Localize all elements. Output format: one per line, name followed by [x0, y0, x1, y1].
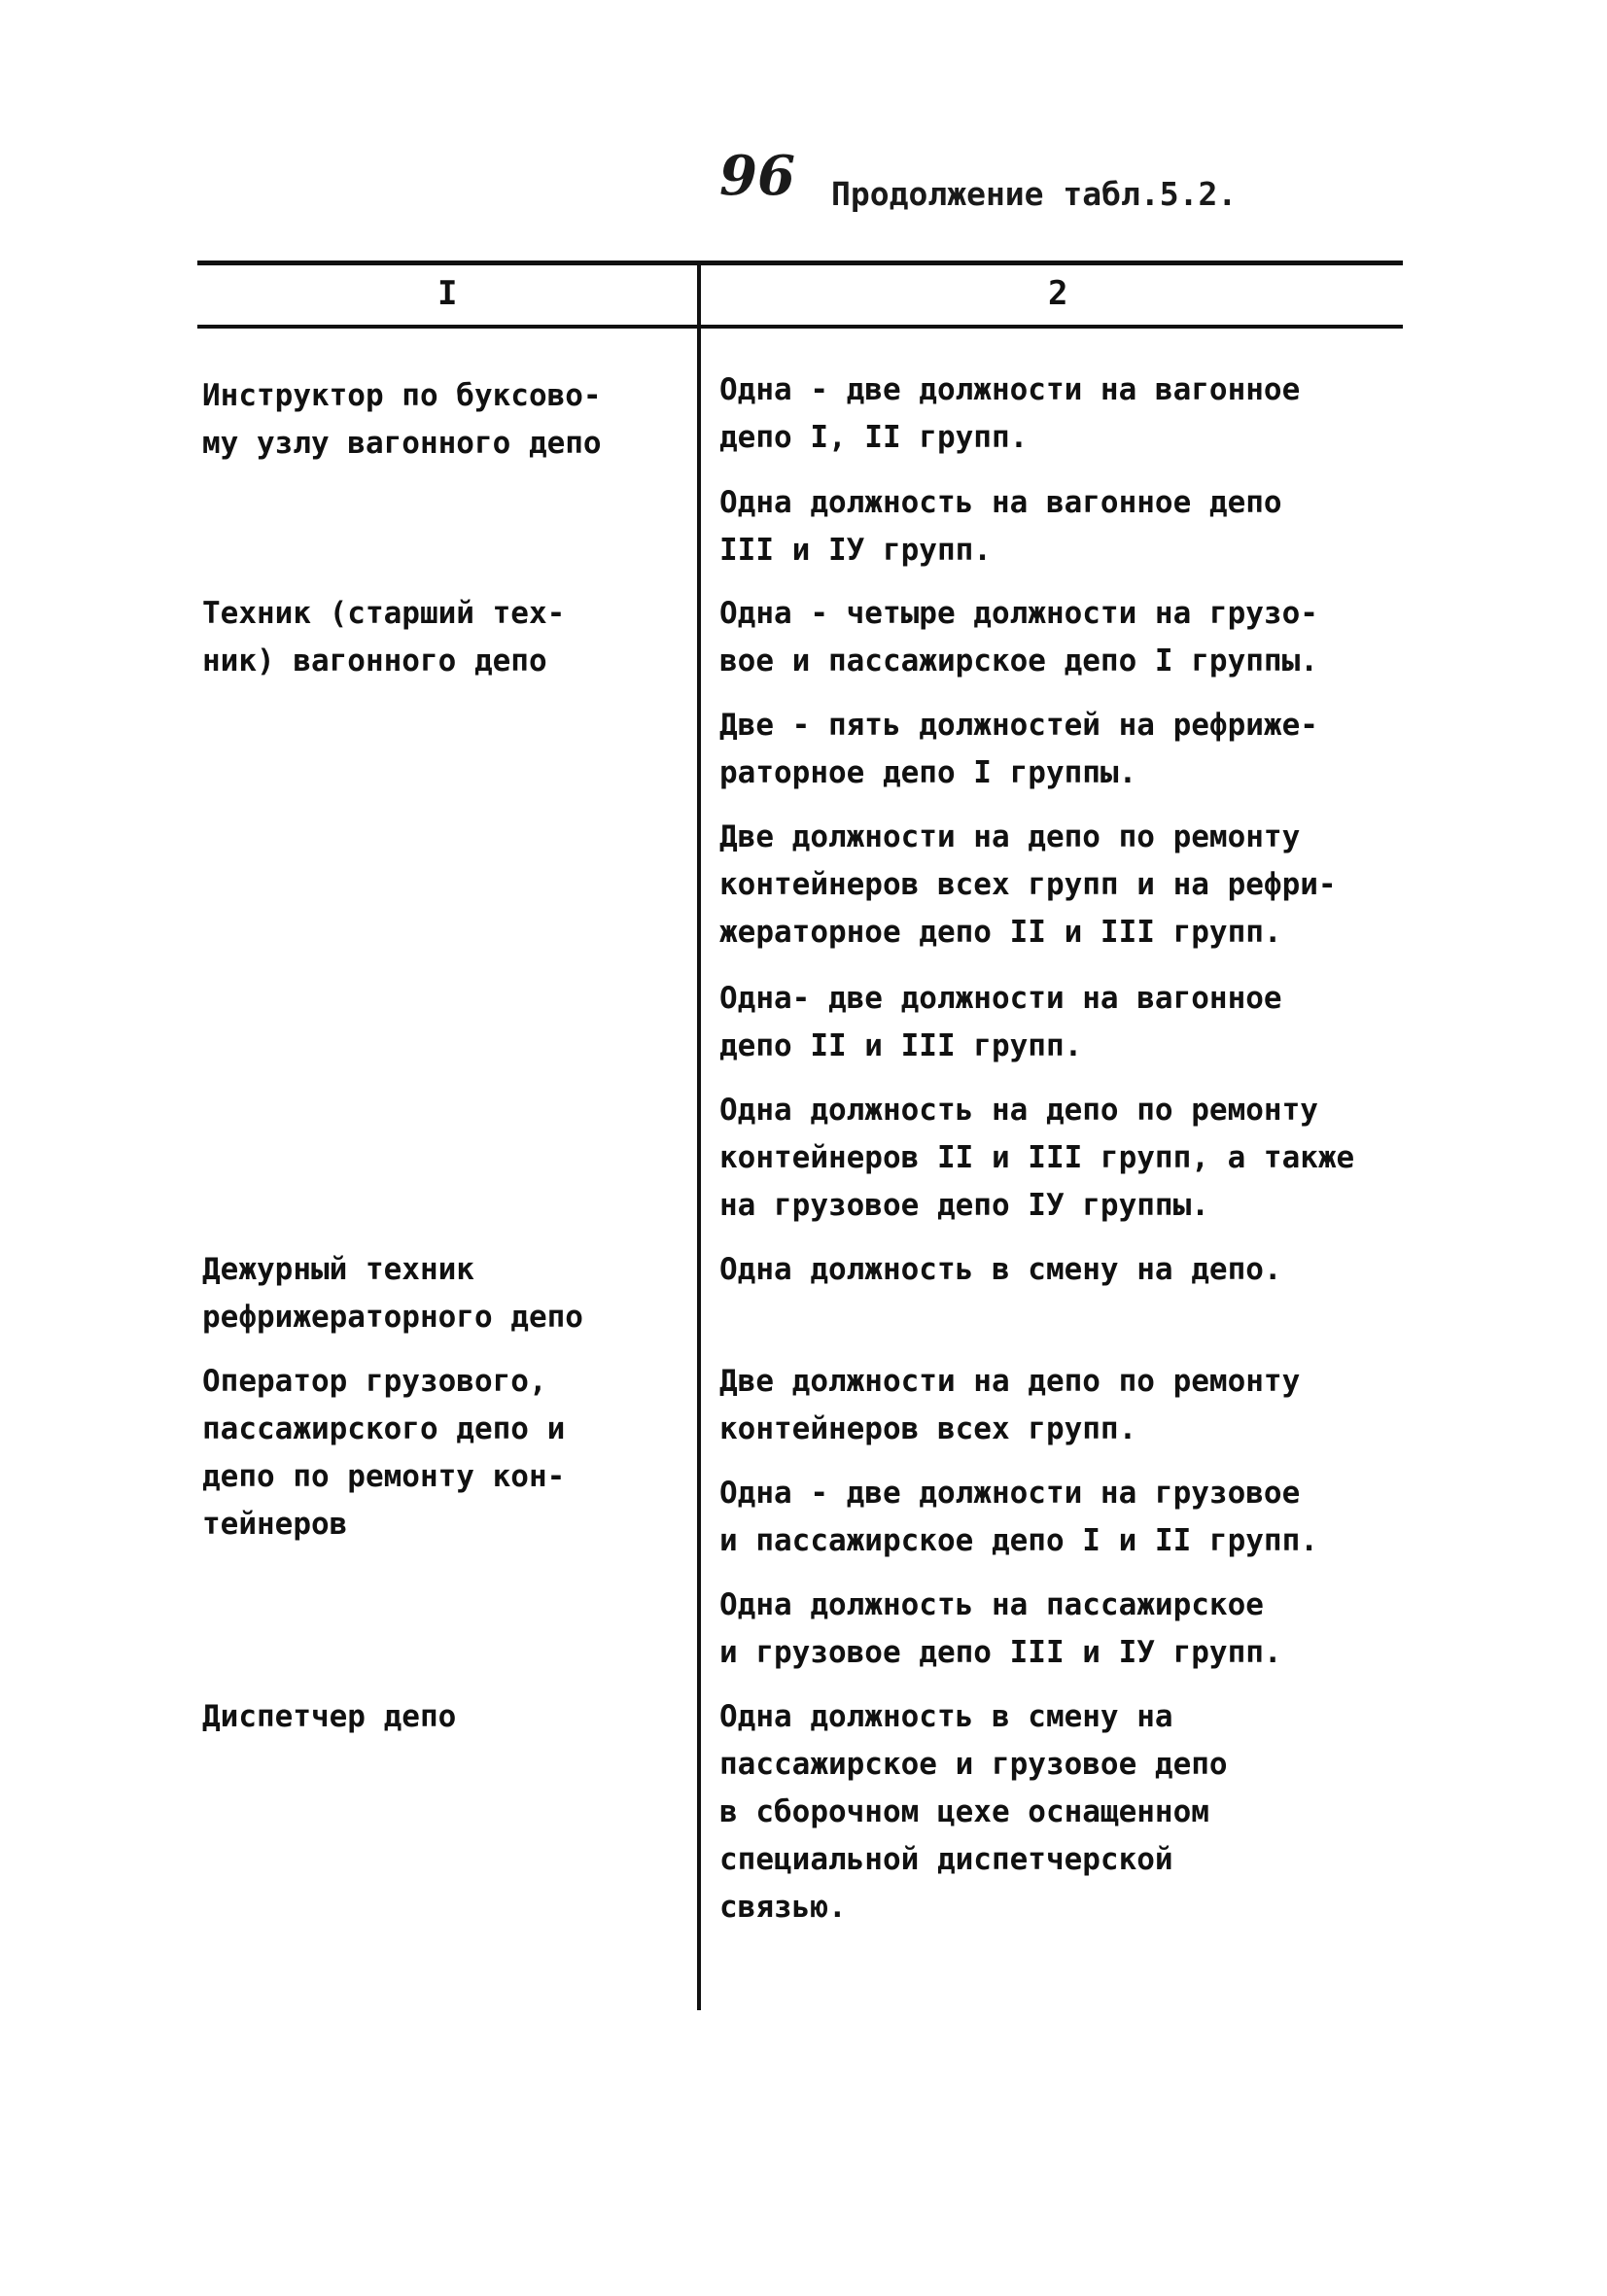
- table-top-rule: [197, 261, 1403, 265]
- column-header-2: 2: [1048, 274, 1068, 313]
- norm-cell: Одна должность на вагонное депо III и IУ групп.: [719, 485, 1282, 568]
- norm-cell: Одна должность на пассажирское и грузовое депо III и IУ групп.: [719, 1587, 1282, 1670]
- page-number: 96: [719, 144, 795, 208]
- norm-cell: Одна - две должности на грузовое и пассажирское депо I и II групп.: [719, 1476, 1318, 1558]
- position-cell: Дежурный техник рефрижераторного депо: [202, 1252, 583, 1335]
- norm-cell: Две должности на депо по ремонту контейнеров всех групп.: [719, 1364, 1301, 1446]
- norm-cell: Две - пять должностей на рефриже- раторное депо I группы.: [719, 708, 1318, 790]
- norm-cell: Одна должность в смену на депо.: [719, 1252, 1282, 1287]
- position-cell: Диспетчер депо: [202, 1699, 457, 1734]
- column-divider: [697, 261, 701, 2010]
- column-header-1: I: [437, 274, 458, 313]
- norm-cell: Одна должность в смену на пассажирское и грузовое депо в сборочном цехе оснащенном специальной диспетчерской связью.: [719, 1699, 1228, 1925]
- norm-cell: Одна должность на депо по ремонту контейнеров II и III групп, а также на грузовое депо IУ группы.: [719, 1093, 1355, 1223]
- norm-cell: Одна- две должности на вагонное депо II и III групп.: [719, 981, 1282, 1063]
- table-header-rule: [197, 325, 1403, 329]
- norm-cell: Две должности на депо по ремонту контейнеров всех групп и на рефри- жераторное депо II и III групп.: [719, 819, 1337, 950]
- table-continuation-caption: Продолжение табл.5.2.: [831, 175, 1238, 213]
- position-cell: Оператор грузового, пассажирского депо и депо по ремонту кон- тейнеров: [202, 1364, 566, 1542]
- position-cell: Инструктор по буксово- му узлу вагонного депо: [202, 378, 602, 461]
- position-cell: Техник (старший тех- ник) вагонного депо: [202, 596, 566, 678]
- norm-cell: Одна - две должности на вагонное депо I, II групп.: [719, 372, 1301, 455]
- norm-cell: Одна - четыре должности на грузо- вое и пассажирское депо I группы.: [719, 596, 1318, 678]
